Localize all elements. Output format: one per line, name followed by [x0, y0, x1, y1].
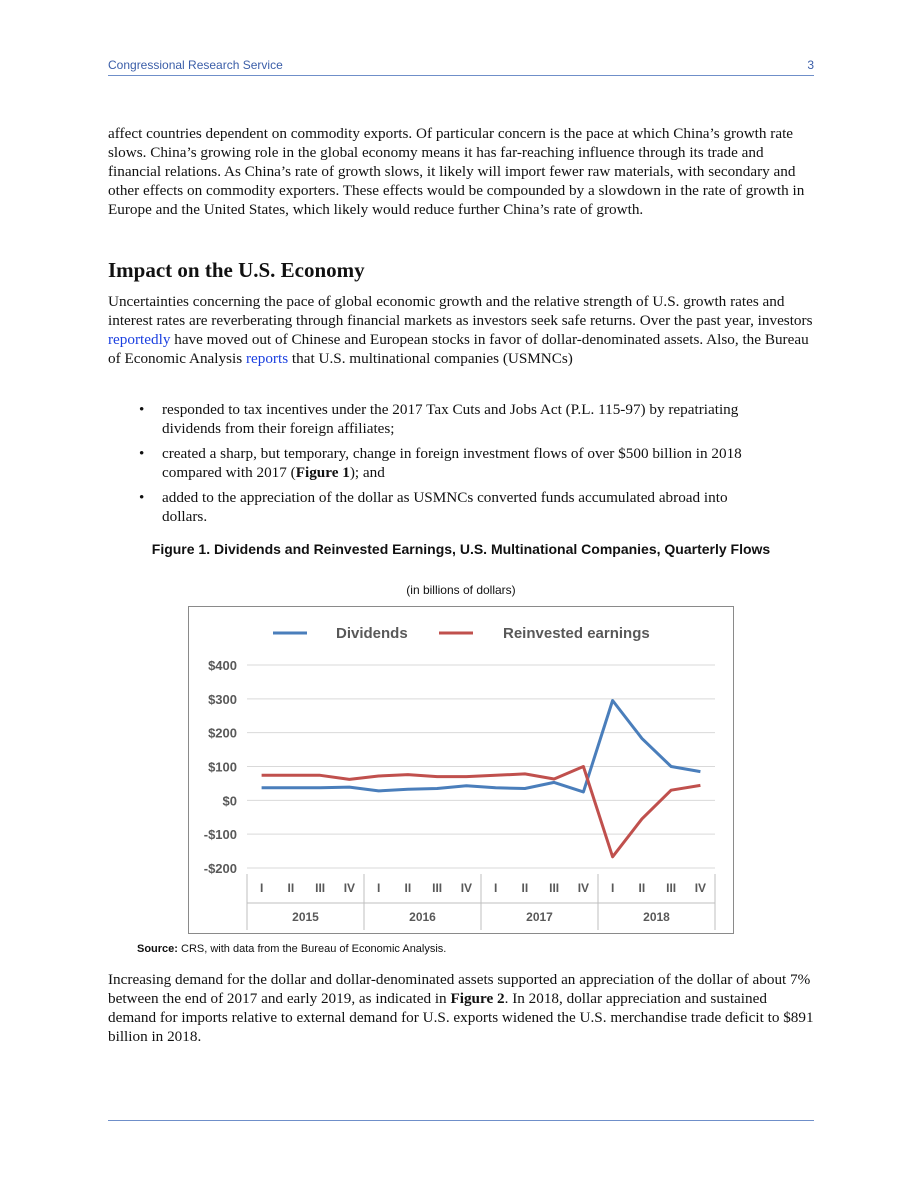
bullet-item [108, 488, 762, 526]
x-year-label: 2015 [292, 910, 319, 924]
header-divider [108, 75, 814, 76]
x-quarter-label: III [432, 881, 443, 895]
x-quarter-label: III [666, 881, 677, 895]
source-text: CRS, with data from the Bureau of Economic Analysis. [177, 943, 447, 955]
paragraph-dollar-text-1: Increasing demand for the dollar and dollar-denominated assets supported an appreciation of the dollar of about 7% between the end of 2017 and early 2019, as indicated in [108, 971, 811, 1007]
figure-title: Figure 1. Dividends and Reinvested Earnings, U.S. Multinational Companies, Quarterly Flows [151, 541, 771, 557]
bullet-item [108, 444, 762, 482]
reportedly-link[interactable]: reportedly [108, 331, 171, 348]
bullet-text: responded to tax incentives under the 2017 Tax Cuts and Jobs Act (P.L. 115-97) by repatriating dividends from their foreign affiliates; [162, 401, 739, 437]
paragraph-dollar [108, 970, 814, 1046]
paragraph-impact [108, 292, 814, 368]
x-quarter-label: I [493, 881, 498, 895]
x-quarter-label: IV [577, 881, 590, 895]
figure-reference: Figure 1 [295, 464, 350, 481]
x-year-label: 2018 [643, 910, 670, 924]
dividends-chart [189, 607, 733, 933]
x-quarter-label: I [610, 881, 615, 895]
x-quarter-label: II [404, 881, 412, 895]
bullet-item [108, 400, 762, 438]
paragraph-intro: affect countries dependent on commodity exports. Of particular concern is the pace at which China’s growth rate slows. China’s growing role in the global economy means it has far-reaching influence through its trade and financial relations. As China’s rate of growth slows, it likely will import fewer raw materials, with secondary and other effects on commodity exporters. These effects would be compounded by a slowdown in the rate of growth in Europe and the United States, which likely would reduce further China’s rate of growth. [108, 125, 805, 218]
y-tick-label: -$200 [203, 861, 237, 876]
figure-source [137, 943, 446, 955]
x-quarter-label: III [549, 881, 560, 895]
page-number: 3 [807, 58, 814, 72]
paragraph-impact-text-3: that U.S. multinational companies (USMNCs) [288, 350, 573, 367]
series-line-dividends [262, 701, 701, 792]
y-tick-label: $100 [208, 759, 237, 775]
source-label: Source: [137, 943, 178, 955]
y-tick-label: $0 [222, 793, 237, 809]
page-header [108, 58, 814, 74]
bullet-dot: • [139, 445, 145, 462]
y-tick-label: $300 [208, 691, 237, 707]
bullet-dot: • [139, 401, 145, 418]
x-year-label: 2016 [409, 910, 436, 924]
bullet-text: ); and [349, 464, 385, 481]
paragraph-impact-text-1: Uncertainties concerning the pace of global economic growth and the relative strength of U.S. growth rates and interest rates are reverberating through financial markets as investors seek safe returns. Over the past year, investors [108, 293, 813, 329]
bullet-text: added to the appreciation of the dollar as USMNCs converted funds accumulated abroad into dollars. [162, 489, 728, 525]
y-tick-label: -$100 [203, 827, 237, 843]
x-quarter-label: IV [460, 881, 473, 895]
x-quarter-label: IV [694, 881, 707, 895]
y-tick-label: $200 [208, 725, 237, 741]
paragraph-dollar-text-2: . In 2018, dollar appreciation and sustained demand for imports relative to external demand for U.S. exports widened the U.S. merchandise trade deficit to $891 billion in 2018. [108, 990, 814, 1045]
figure-subtitle: (in billions of dollars) [406, 583, 516, 597]
section-heading: Impact on the U.S. Economy [108, 258, 365, 282]
figure-reference: Figure 2 [450, 990, 505, 1007]
x-quarter-label: II [287, 881, 295, 895]
header-org: Congressional Research Service [108, 58, 283, 72]
series-line-reinvested-earnings [262, 767, 701, 857]
paragraph-impact-text-2: have moved out of Chinese and European stocks in favor of dollar-denominated assets. Also, the Bureau of Economic Analysis [108, 331, 809, 367]
x-quarter-label: I [376, 881, 381, 895]
bullet-dot: • [139, 489, 145, 506]
x-quarter-label: II [521, 881, 529, 895]
bullet-list [108, 400, 814, 532]
y-tick-label: $400 [208, 658, 237, 673]
reports-link[interactable]: reports [245, 350, 289, 367]
x-quarter-label: IV [343, 881, 356, 895]
bullet-text: created a sharp, but temporary, change in foreign investment flows of over $500 billion in 2018 compared with 2017 ( [162, 445, 742, 481]
legend-label: Reinvested earnings [503, 625, 650, 642]
footer-divider [108, 1120, 814, 1121]
legend-label: Dividends [336, 625, 408, 642]
chart-frame [188, 606, 734, 934]
x-year-label: 2017 [526, 910, 553, 924]
x-quarter-label: I [259, 881, 264, 895]
x-quarter-label: II [638, 881, 646, 895]
x-quarter-label: III [315, 881, 326, 895]
